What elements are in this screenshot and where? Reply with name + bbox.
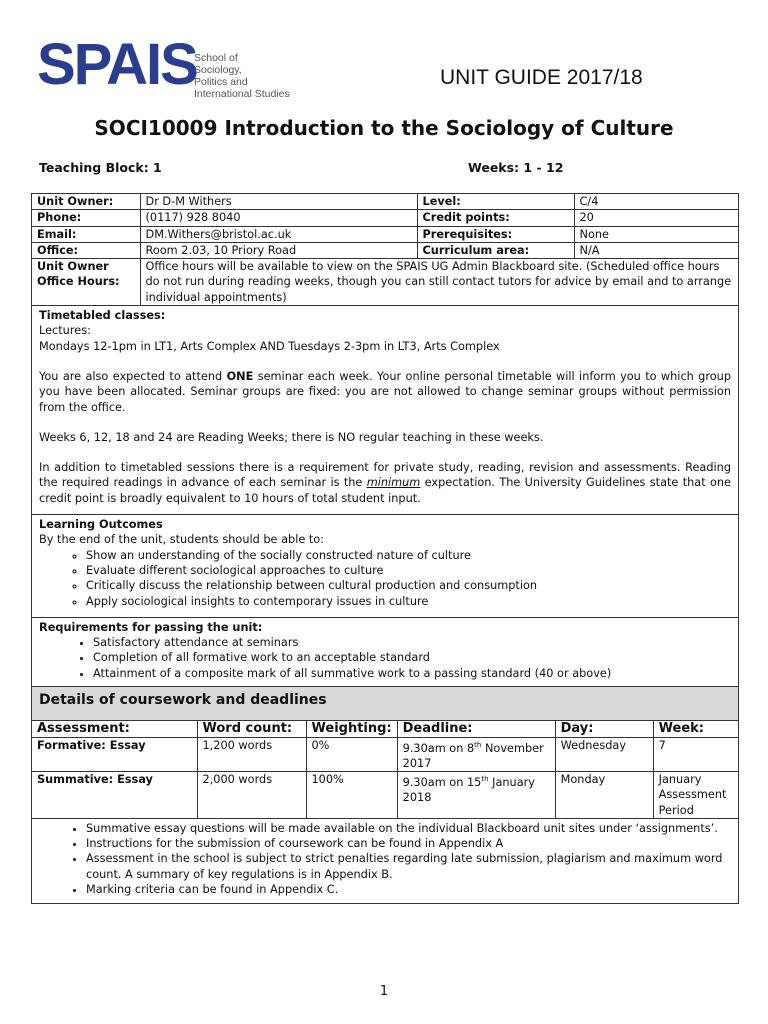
assessment-cell: [32, 737, 197, 771]
superscript: th: [481, 774, 489, 783]
section-heading: Timetabled classes:: [39, 309, 166, 323]
unit-info-table: [32, 194, 738, 305]
cell-label: Email:: [32, 226, 140, 242]
requirements-list: [39, 635, 731, 681]
coursework-heading: Details of coursework and deadlines: [32, 686, 738, 720]
coursework-table: [32, 720, 738, 819]
timetabled-section: [32, 305, 738, 514]
weighting-cell: 100%: [306, 771, 397, 818]
spais-logo: SPAIS: [37, 32, 197, 97]
requirements-section: [32, 617, 738, 686]
column-header: Deadline:: [397, 721, 555, 737]
cell-label: Prerequisites:: [417, 226, 574, 242]
assessment-cell: Summative: Essay: [32, 771, 197, 818]
list-item: ◦ Critically discuss the relationship between cultural production and consumption: [86, 578, 731, 593]
superscript: th: [474, 740, 482, 749]
cell-value: Room 2.03, 10 Priory Road: [140, 242, 417, 258]
lectures-label: Lectures:: [39, 324, 91, 338]
text-run: expectation. The University Guidelines state that one credit point is broadly equivalent to 10 hours of total student input.: [39, 476, 731, 505]
logo-line: Sociology,: [194, 64, 242, 76]
logo-line: Politics and: [194, 76, 248, 88]
label-line: Unit Owner: [37, 260, 109, 274]
weeks: Weeks: 1 - 12: [468, 160, 564, 175]
outcomes-list: [39, 548, 731, 609]
text-run: November 2017: [402, 741, 544, 770]
page-header: [0, 0, 768, 110]
text-run: 9.30am on 15: [402, 775, 482, 789]
list-item: • Attainment of a composite mark of all summative work to a passing standard (40 or above): [93, 666, 731, 681]
logo-subtitle: [194, 52, 290, 100]
column-header: Assessment:: [32, 721, 197, 737]
cell-value: N/A: [574, 242, 738, 258]
logo-line: School of: [194, 52, 238, 64]
cell-value: 20: [574, 210, 738, 226]
unit-guide-heading: UNIT GUIDE 2017/18: [440, 66, 643, 89]
teaching-block: Teaching Block: 1: [39, 160, 162, 175]
learning-outcomes-section: [32, 514, 738, 617]
week-cell: January Assessment Period: [653, 771, 738, 818]
label-line: Office Hours:: [37, 275, 120, 289]
cell-value: Dr D-M Withers: [140, 194, 417, 210]
cell-label: Level:: [417, 194, 574, 210]
table-row: [32, 737, 738, 771]
course-title: SOCI10009 Introduction to the Sociology of Culture: [94, 116, 674, 140]
cell-value: None: [574, 226, 738, 242]
list-item: • Completion of all formative work to an acceptable standard: [93, 650, 731, 665]
office-hours-label: [32, 259, 140, 305]
notes-list: [39, 821, 731, 897]
outcomes-intro: By the end of the unit, students should be able to:: [39, 533, 325, 547]
list-item: ◦ Show an understanding of the socially constructed nature of culture: [86, 548, 731, 563]
list-item: • Marking criteria can be found in Appendix C.: [86, 882, 731, 897]
day-cell: Monday: [555, 771, 653, 818]
word-count-cell: 1,200 words: [197, 737, 306, 771]
deadline-cell: [397, 737, 555, 771]
logo-line: International Studies: [194, 88, 290, 100]
column-header: Word count:: [197, 721, 306, 737]
assessment-suffix: : Essay: [101, 738, 146, 752]
seminar-paragraph: [39, 369, 731, 415]
cell-value: (0117) 928 8040: [140, 210, 417, 226]
private-study-paragraph: [39, 460, 731, 506]
lectures-text: Mondays 12-1pm in LT1, Arts Complex AND Tuesdays 2-3pm in LT3, Arts Complex: [39, 339, 500, 353]
section-heading: Learning Outcomes: [39, 518, 163, 532]
column-header: Day:: [555, 721, 653, 737]
unit-info-document: [31, 193, 739, 904]
list-item: • Assessment in the school is subject to strict penalties regarding late submission, plagiarism and maximum word count. A summary of key regulations is in Appendix B.: [86, 851, 731, 882]
list-item: • Summative essay questions will be made available on the individual Blackboard unit sites under ‘assignments’.: [86, 821, 731, 836]
column-header: Week:: [653, 721, 738, 737]
office-hours-text: Office hours will be available to view on the SPAIS UG Admin Blackboard site. (Scheduled office hours do not run during reading weeks, though you can still contact tutors for advice by email and to arrange individual appointments): [140, 259, 738, 305]
section-heading: Requirements for passing the unit:: [39, 620, 263, 634]
cell-label: Unit Owner:: [32, 194, 140, 210]
text-run-emphasis: minimum: [366, 476, 421, 490]
table-row: [32, 771, 738, 818]
coursework-notes: [32, 819, 738, 903]
reading-weeks-paragraph: Weeks 6, 12, 18 and 24 are Reading Weeks; there is NO regular teaching in these weeks.: [39, 430, 544, 444]
assessment-name: Formative: [37, 738, 102, 752]
day-cell: Wednesday: [555, 737, 653, 771]
cell-label: Credit points:: [417, 210, 574, 226]
weighting-cell: 0%: [306, 737, 397, 771]
list-item: ◦ Apply sociological insights to contemporary issues in culture: [86, 594, 731, 609]
word-count-cell: 2,000 words: [197, 771, 306, 818]
list-item: ◦ Evaluate different sociological approaches to culture: [86, 563, 731, 578]
cell-label: Curriculum area:: [417, 242, 574, 258]
week-cell: 7: [653, 737, 738, 771]
text-run: 9.30am on 8: [402, 741, 475, 755]
page-number: 1: [379, 984, 389, 999]
cell-label: Phone:: [32, 210, 140, 226]
list-item: • Satisfactory attendance at seminars: [93, 635, 731, 650]
cell-value: DM.Withers@bristol.ac.uk: [140, 226, 417, 242]
text-run: January 2018: [402, 775, 535, 805]
text-run: seminar each week. Your online personal timetable will inform you to which group you have been allocated. Seminar groups are fixed: you are not allowed to change seminar groups without permission from the office.: [39, 369, 731, 414]
cell-value: C/4: [574, 194, 738, 210]
deadline-cell: [397, 771, 555, 818]
list-item: • Instructions for the submission of coursework can be found in Appendix A: [86, 836, 731, 851]
column-header: Weighting:: [306, 721, 397, 737]
text-run: In addition to timetabled sessions there is a requirement for private study, reading, revision and assessments. Reading the required readings in advance of each seminar is the: [39, 461, 731, 490]
text-run: You are also expected to attend: [39, 369, 227, 383]
cell-label: Office:: [32, 242, 140, 258]
text-run-bold: ONE: [226, 369, 254, 383]
